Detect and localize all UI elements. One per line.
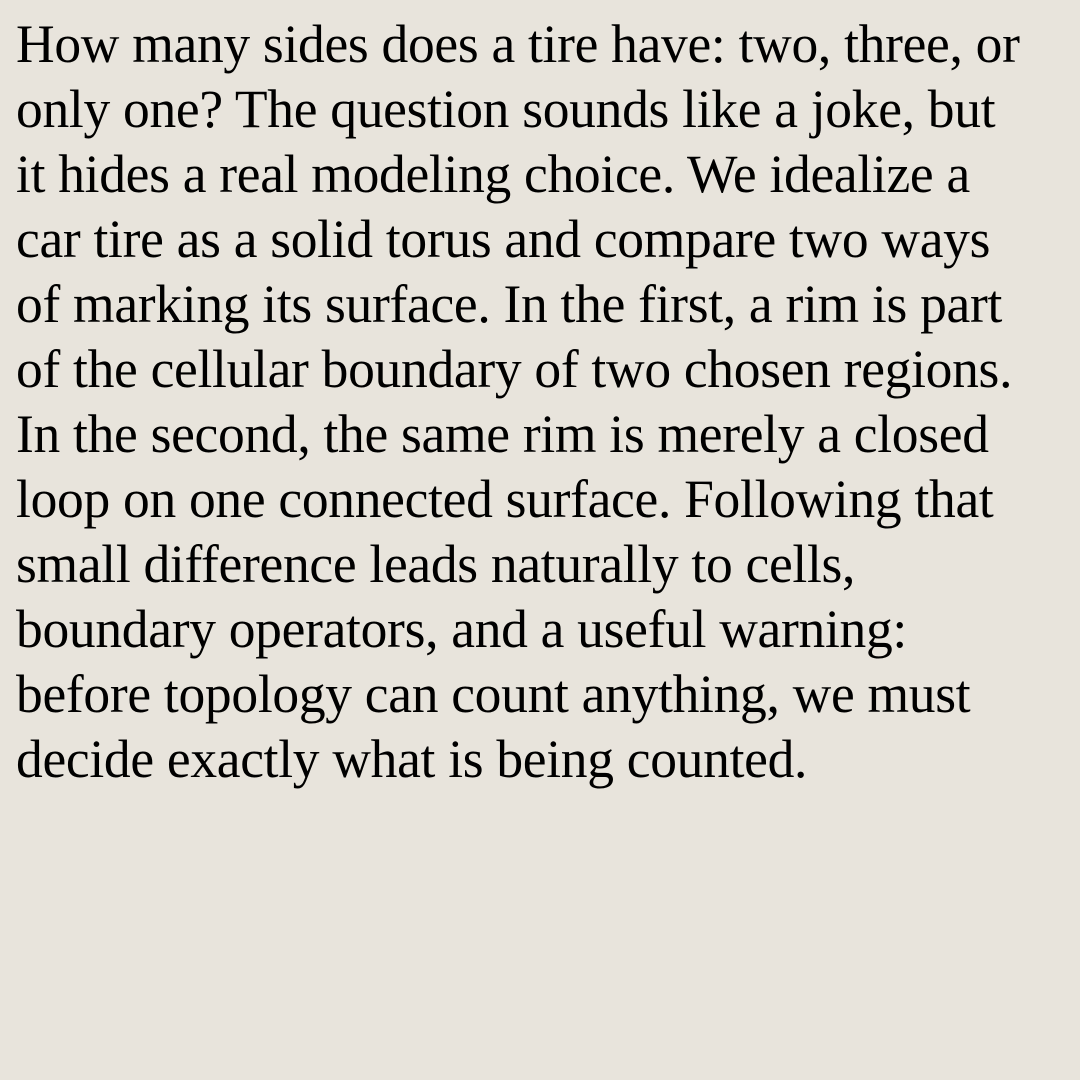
paragraph-line: decide exactly what is being counted. (16, 729, 808, 789)
intro-paragraph (16, 12, 1050, 792)
paragraph-line: of marking its surface. In the first, a rim is part (16, 274, 1003, 334)
paragraph-line: only one? The question sounds like a joke, but (16, 79, 996, 139)
paragraph-line: car tire as a solid torus and compare two ways (16, 209, 991, 269)
paragraph-line: loop on one connected surface. Following that (16, 469, 994, 529)
paragraph-line: of the cellular boundary of two chosen regions. (16, 339, 1013, 399)
paragraph-line: small difference leads naturally to cells, (16, 534, 856, 594)
paragraph-line: In the second, the same rim is merely a closed (16, 404, 989, 464)
paragraph-line: How many sides does a tire have: two, three, or (16, 14, 1020, 74)
paragraph-line: before topology can count anything, we must (16, 664, 971, 724)
paragraph-line: it hides a real modeling choice. We idealize a (16, 144, 970, 204)
paragraph-line: boundary operators, and a useful warning: (16, 599, 907, 659)
